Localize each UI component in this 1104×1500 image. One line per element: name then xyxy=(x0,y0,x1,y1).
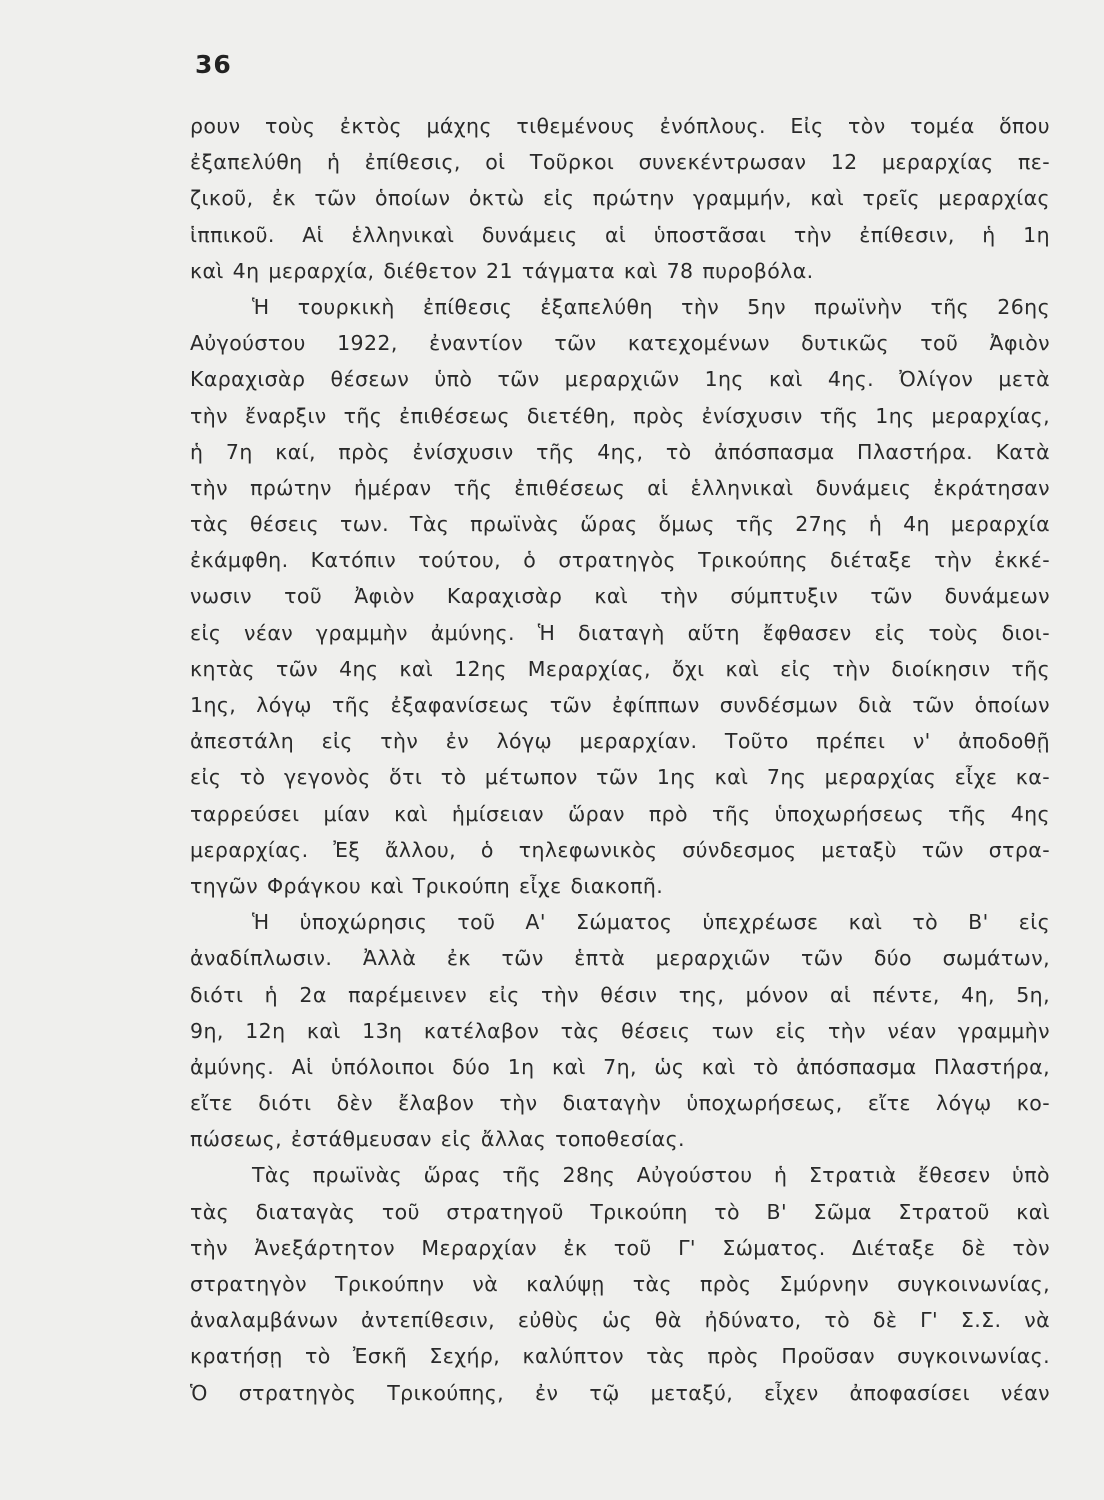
text-line: κρατήσῃ τὸ Ἐσκῆ Σεχήρ, καλύπτον τὰς πρὸς Προῦσαν συγκοινωνίας. xyxy=(190,1344,1050,1369)
text-line: ἱππικοῦ. Αἱ ἑλληνικαὶ δυνάμεις αἱ ὑποστᾶσαι τὴν ἐπίθεσιν, ἡ 1η xyxy=(190,222,1050,247)
text-line: στρατηγὸν Τρικούπην νὰ καλύψῃ τὰς πρὸς Σμύρνην συγκοινωνίας, xyxy=(190,1272,1050,1296)
body-text xyxy=(190,108,1050,1411)
text-line: Τὰς πρωϊνὰς ὥρας τῆς 28ης Αὐγούστου ἡ Στρατιὰ ἔθεσεν ὑπὸ xyxy=(252,1163,1050,1188)
text-line: ζικοῦ, ἐκ τῶν ὁποίων ὀκτὼ εἰς πρώτην γραμμήν, καὶ τρεῖς μεραρχίας xyxy=(190,186,1050,211)
text-line: μεραρχίας. Ἐξ ἄλλου, ὁ τηλεφωνικὸς σύνδεσμος μεταξὺ τῶν στρα- xyxy=(190,837,1050,862)
text-line: εἴτε διότι δὲν ἔλαβον τὴν διαταγὴν ὑποχωρήσεως, εἴτε λόγῳ κο- xyxy=(190,1091,1050,1116)
text-line: τὴν ἔναρξιν τῆς ἐπιθέσεως διετέθη, πρὸς ἐνίσχυσιν τῆς 1ης μεραρχίας, xyxy=(190,403,1050,428)
text-line: ἀπεστάλη εἰς τὴν ἐν λόγῳ μεραρχίαν. Τοῦτο πρέπει ν' ἀποδοθῇ xyxy=(190,729,1050,754)
text-line: ἐκάμφθη. Κατόπιν τούτου, ὁ στρατηγὸς Τρικούπης διέταξε τὴν ἐκκέ- xyxy=(190,548,1050,573)
text-line: τηγῶν Φράγκου καὶ Τρικούπη εἶχε διακοπῆ. xyxy=(190,873,664,898)
text-line: ρουν τοὺς ἐκτὸς μάχης τιθεμένους ἐνόπλους. Εἰς τὸν τομέα ὅπου xyxy=(190,114,1050,138)
text-line: Ἡ ὑποχώρησις τοῦ Α' Σώματος ὑπεχρέωσε καὶ τὸ Β' εἰς xyxy=(252,910,1050,935)
text-line: ἀναλαμβάνων ἀντεπίθεσιν, εὐθὺς ὡς θὰ ἠδύνατο, τὸ δὲ Γ' Σ.Σ. νὰ xyxy=(190,1308,1050,1333)
text-line: τὰς θέσεις των. Τὰς πρωϊνὰς ὥρας ὅμως τῆς 27ης ἡ 4η μεραρχία xyxy=(190,512,1050,537)
text-line: ἡ 7η καί, πρὸς ἐνίσχυσιν τῆς 4ης, τὸ ἀπόσπασμα Πλαστήρα. Κατὰ xyxy=(190,439,1050,464)
text-line: τὰς διαταγὰς τοῦ στρατηγοῦ Τρικούπη τὸ Β' Σῶμα Στρατοῦ καὶ xyxy=(190,1199,1050,1224)
text-line: τὴν πρώτην ἡμέραν τῆς ἐπιθέσεως αἱ ἑλληνικαὶ δυνάμεις ἐκράτησαν xyxy=(190,475,1050,500)
text-line: ἀναδίπλωσιν. Ἀλλὰ ἐκ τῶν ἑπτὰ μεραρχιῶν τῶν δύο σωμάτων, xyxy=(190,946,1050,971)
text-line: εἰς τὸ γεγονὸς ὅτι τὸ μέτωπον τῶν 1ης καὶ 7ης μεραρχίας εἶχε κα- xyxy=(190,765,1050,790)
page-number: 36 xyxy=(195,50,232,79)
text-line: 9η, 12η καὶ 13η κατέλαβον τὰς θέσεις των εἰς τὴν νέαν γραμμὴν xyxy=(190,1018,1050,1043)
text-line: νωσιν τοῦ Ἀφιὸν Καραχισὰρ καὶ τὴν σύμπτυξιν τῶν δυνάμεων xyxy=(190,584,1050,609)
text-line: καὶ 4η μεραρχία, διέθετον 21 τάγματα καὶ 78 πυροβόλα. xyxy=(190,258,814,283)
text-line: Καραχισὰρ θέσεων ὑπὸ τῶν μεραρχιῶν 1ης καὶ 4ης. Ὀλίγον μετὰ xyxy=(190,367,1050,392)
text-line: τὴν Ἀνεξάρτητον Μεραρχίαν ἐκ τοῦ Γ' Σώματος. Διέταξε δὲ τὸν xyxy=(190,1235,1050,1260)
text-line: ἀμύνης. Αἱ ὑπόλοιποι δύο 1η καὶ 7η, ὡς καὶ τὸ ἀπόσπασμα Πλαστήρα, xyxy=(190,1054,1050,1079)
text-line: πώσεως, ἐστάθμευσαν εἰς ἄλλας τοποθεσίας. xyxy=(190,1127,685,1152)
text-line: εἰς νέαν γραμμὴν ἀμύνης. Ἡ διαταγὴ αὕτη ἔφθασεν εἰς τοὺς διοι- xyxy=(190,620,1050,645)
text-line: διότι ἡ 2α παρέμεινεν εἰς τὴν θέσιν της, μόνον αἱ πέντε, 4η, 5η, xyxy=(190,982,1050,1007)
text-line: κητὰς τῶν 4ης καὶ 12ης Μεραρχίας, ὄχι καὶ εἰς τὴν διοίκησιν τῆς xyxy=(190,656,1050,681)
text-line: ταρρεύσει μίαν καὶ ἡμίσειαν ὥραν πρὸ τῆς ὑποχωρήσεως τῆς 4ης xyxy=(190,801,1050,826)
text-line: 1ης, λόγῳ τῆς ἐξαφανίσεως τῶν ἐφίππων συνδέσμων διὰ τῶν ὁποίων xyxy=(190,693,1050,717)
text-line: Ὁ στρατηγὸς Τρικούπης, ἐν τῷ μεταξύ, εἶχεν ἀποφασίσει νέαν xyxy=(190,1380,1050,1405)
text-line: Αὐγούστου 1922, ἐναντίον τῶν κατεχομένων δυτικῶς τοῦ Ἀφιὸν xyxy=(190,331,1050,356)
text-line: Ἡ τουρκικὴ ἐπίθεσις ἐξαπελύθη τὴν 5ην πρωϊνὴν τῆς 26ης xyxy=(252,294,1050,319)
text-line: ἐξαπελύθη ἡ ἐπίθεσις, οἱ Τοῦρκοι συνεκέντρωσαν 12 μεραρχίας πε- xyxy=(190,150,1050,175)
